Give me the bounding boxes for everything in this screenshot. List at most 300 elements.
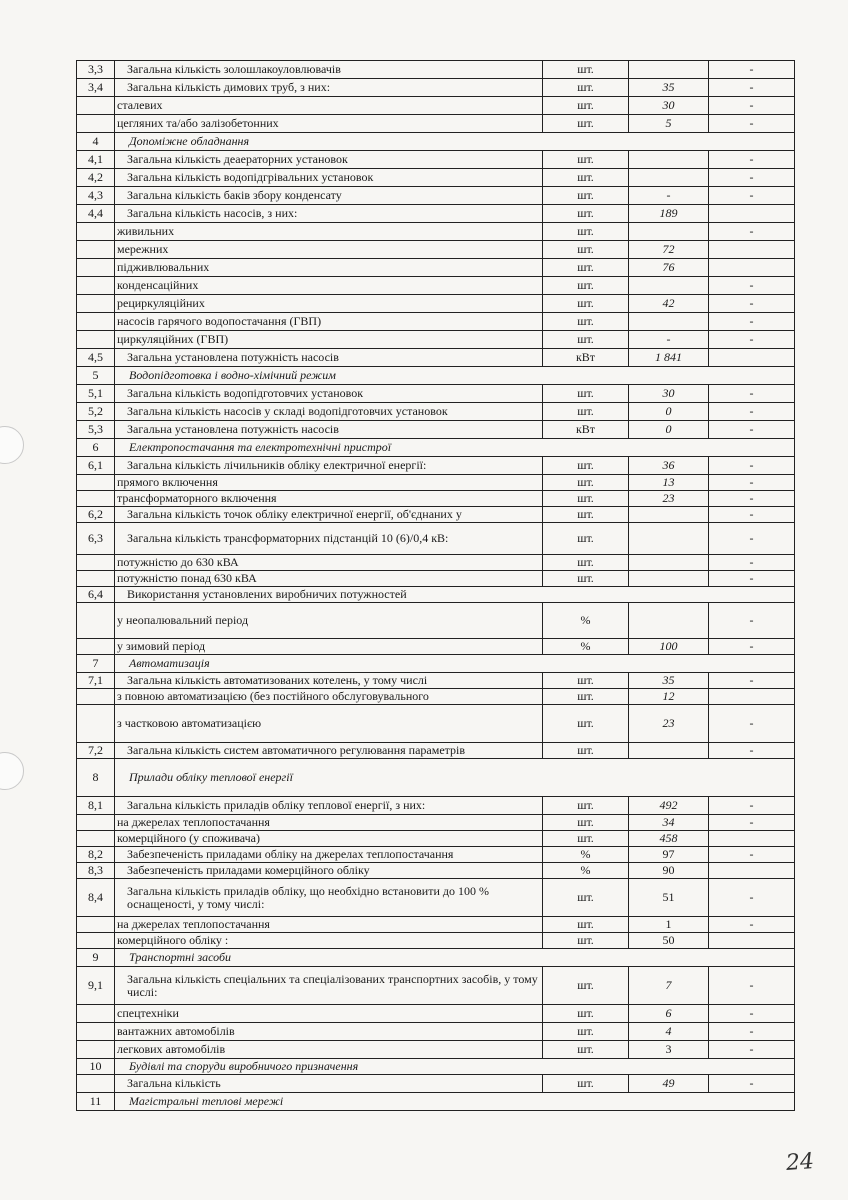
value-cell: 35: [629, 79, 709, 97]
row-number: [77, 223, 115, 241]
value-cell: [629, 61, 709, 79]
row-number: 4,5: [77, 349, 115, 367]
unit-cell: шт.: [543, 295, 629, 313]
value-2-cell: -: [709, 1005, 795, 1023]
value-2-cell: -: [709, 743, 795, 759]
section-title: Магістральні теплові мережі: [115, 1093, 795, 1111]
indicator-label: на джерелах теплопостачання: [115, 815, 543, 831]
value-2-cell: -: [709, 917, 795, 933]
unit-cell: шт.: [543, 831, 629, 847]
indicator-label: Загальна кількість насосів, з них:: [115, 205, 543, 223]
value-2-cell: -: [709, 1075, 795, 1093]
value-2-cell: -: [709, 1041, 795, 1059]
table-row: [77, 863, 795, 879]
section-title: Прилади обліку теплової енергії: [115, 759, 795, 797]
value-cell: 49: [629, 1075, 709, 1093]
unit-cell: %: [543, 847, 629, 863]
value-2-cell: [709, 689, 795, 705]
unit-cell: шт.: [543, 879, 629, 917]
table-row: [77, 689, 795, 705]
value-cell: 0: [629, 403, 709, 421]
unit-cell: шт.: [543, 1023, 629, 1041]
table-row: [77, 421, 795, 439]
table-row: [77, 313, 795, 331]
table-row: [77, 331, 795, 349]
unit-cell: шт.: [543, 313, 629, 331]
table-row: [77, 743, 795, 759]
row-number: 7: [77, 655, 115, 673]
indicator-label: Загальна кількість трансформаторних підстанцій 10 (6)/0,4 кВ:: [115, 523, 543, 555]
row-number: [77, 571, 115, 587]
section-row: [77, 587, 795, 603]
punch-hole-top: [0, 426, 24, 464]
table-row: [77, 169, 795, 187]
value-2-cell: -: [709, 277, 795, 295]
value-2-cell: -: [709, 187, 795, 205]
table-row: [77, 831, 795, 847]
table-row: [77, 555, 795, 571]
unit-cell: шт.: [543, 555, 629, 571]
row-number: [77, 491, 115, 507]
row-number: 4: [77, 133, 115, 151]
value-cell: 4: [629, 1023, 709, 1041]
unit-cell: шт.: [543, 743, 629, 759]
table-row: [77, 349, 795, 367]
indicator-label: Загальна кількість насосів у складі водопідготовчих установок: [115, 403, 543, 421]
indicator-label: Загальна кількість приладів обліку теплової енергії, з них:: [115, 797, 543, 815]
value-cell: 72: [629, 241, 709, 259]
section-title: Допоміжне обладнання: [115, 133, 795, 151]
indicator-label: Загальна кількість автоматизованих котелень, у тому числі: [115, 673, 543, 689]
row-number: [77, 313, 115, 331]
value-cell: 35: [629, 673, 709, 689]
unit-cell: шт.: [543, 169, 629, 187]
section-row: [77, 1093, 795, 1111]
section-row: [77, 439, 795, 457]
unit-cell: шт.: [543, 61, 629, 79]
indicator-label: мережних: [115, 241, 543, 259]
value-2-cell: -: [709, 705, 795, 743]
indicator-label: спецтехніки: [115, 1005, 543, 1023]
unit-cell: шт.: [543, 571, 629, 587]
indicator-label: Загальна кількість спеціальних та спеціалізованих транспортних засобів, у тому числі:: [115, 967, 543, 1005]
value-cell: [629, 507, 709, 523]
indicator-label: у неопалювальний період: [115, 603, 543, 639]
indicator-label: підживлювальних: [115, 259, 543, 277]
value-2-cell: -: [709, 79, 795, 97]
value-2-cell: -: [709, 523, 795, 555]
indicator-label: Загальна кількість водопідгрівальних установок: [115, 169, 543, 187]
table-row: [77, 457, 795, 475]
value-cell: 76: [629, 259, 709, 277]
unit-cell: %: [543, 863, 629, 879]
indicator-label: Забезпеченість приладами обліку на джерелах теплопостачання: [115, 847, 543, 863]
value-cell: 23: [629, 705, 709, 743]
value-cell: 30: [629, 385, 709, 403]
indicator-label: Загальна кількість баків збору конденсату: [115, 187, 543, 205]
row-number: [77, 295, 115, 313]
value-2-cell: [709, 831, 795, 847]
section-row: [77, 1059, 795, 1075]
row-number: [77, 555, 115, 571]
unit-cell: шт.: [543, 115, 629, 133]
table-row: [77, 97, 795, 115]
value-cell: -: [629, 331, 709, 349]
section-row: [77, 133, 795, 151]
value-cell: [629, 223, 709, 241]
indicator-label: конденсаційних: [115, 277, 543, 295]
unit-cell: шт.: [543, 205, 629, 223]
value-cell: 36: [629, 457, 709, 475]
indicator-label: циркуляційних (ГВП): [115, 331, 543, 349]
row-number: 3,3: [77, 61, 115, 79]
row-number: 4,3: [77, 187, 115, 205]
table-row: [77, 1005, 795, 1023]
row-number: [77, 639, 115, 655]
value-cell: 1: [629, 917, 709, 933]
value-cell: [629, 603, 709, 639]
value-cell: 492: [629, 797, 709, 815]
row-number: 8: [77, 759, 115, 797]
row-number: 4,4: [77, 205, 115, 223]
row-number: 8,2: [77, 847, 115, 863]
unit-cell: шт.: [543, 689, 629, 705]
row-number: 4,2: [77, 169, 115, 187]
table-row: [77, 603, 795, 639]
indicator-label: Забезпеченість приладами комерційного обліку: [115, 863, 543, 879]
row-number: 5: [77, 367, 115, 385]
table-row: [77, 403, 795, 421]
value-cell: 7: [629, 967, 709, 1005]
table-row: [77, 705, 795, 743]
unit-cell: кВт: [543, 349, 629, 367]
indicator-label: потужністю понад 630 кВА: [115, 571, 543, 587]
indicator-label: у зимовий період: [115, 639, 543, 655]
indicator-label: Загальна кількість димових труб, з них:: [115, 79, 543, 97]
row-number: [77, 115, 115, 133]
indicator-label: Загальна кількість лічильників обліку електричної енергії:: [115, 457, 543, 475]
table-row: [77, 815, 795, 831]
value-2-cell: -: [709, 151, 795, 169]
value-cell: 100: [629, 639, 709, 655]
indicator-label: живильних: [115, 223, 543, 241]
value-2-cell: -: [709, 879, 795, 917]
unit-cell: шт.: [543, 917, 629, 933]
value-cell: 90: [629, 863, 709, 879]
unit-cell: шт.: [543, 187, 629, 205]
table-row: [77, 673, 795, 689]
row-number: [77, 331, 115, 349]
value-cell: 42: [629, 295, 709, 313]
value-cell: 13: [629, 475, 709, 491]
unit-cell: шт.: [543, 967, 629, 1005]
table-row: [77, 187, 795, 205]
value-2-cell: -: [709, 603, 795, 639]
indicator-label: комерційного обліку :: [115, 933, 543, 949]
value-2-cell: -: [709, 421, 795, 439]
value-2-cell: -: [709, 295, 795, 313]
table-row: [77, 933, 795, 949]
value-2-cell: -: [709, 457, 795, 475]
value-2-cell: -: [709, 571, 795, 587]
unit-cell: шт.: [543, 1041, 629, 1059]
table-row: [77, 967, 795, 1005]
unit-cell: шт.: [543, 97, 629, 115]
value-2-cell: -: [709, 847, 795, 863]
row-number: [77, 705, 115, 743]
indicator-label: прямого включення: [115, 475, 543, 491]
section-row: [77, 655, 795, 673]
row-number: 6,2: [77, 507, 115, 523]
unit-cell: шт.: [543, 385, 629, 403]
unit-cell: шт.: [543, 241, 629, 259]
row-number: [77, 97, 115, 115]
section-title: Електропостачання та електротехнічні пристрої: [115, 439, 795, 457]
table-row: [77, 847, 795, 863]
indicator-label: Загальна установлена потужність насосів: [115, 421, 543, 439]
row-number: 5,2: [77, 403, 115, 421]
row-number: [77, 815, 115, 831]
value-2-cell: -: [709, 115, 795, 133]
indicators-table: [76, 60, 794, 1111]
row-number: 5,1: [77, 385, 115, 403]
row-number: [77, 689, 115, 705]
value-2-cell: -: [709, 169, 795, 187]
table-row: [77, 917, 795, 933]
value-2-cell: -: [709, 475, 795, 491]
table-row: [77, 223, 795, 241]
value-2-cell: -: [709, 555, 795, 571]
unit-cell: шт.: [543, 523, 629, 555]
section-title: Водопідготовка і водно-хімічний режим: [115, 367, 795, 385]
unit-cell: шт.: [543, 1075, 629, 1093]
indicator-label: Загальна кількість систем автоматичного регулювання параметрів: [115, 743, 543, 759]
section-row: [77, 759, 795, 797]
row-number: [77, 1023, 115, 1041]
row-number: [77, 917, 115, 933]
row-number: [77, 603, 115, 639]
section-title: Використання установлених виробничих потужностей: [115, 587, 795, 603]
indicator-label: комерційного (у споживача): [115, 831, 543, 847]
value-cell: 51: [629, 879, 709, 917]
row-number: [77, 1005, 115, 1023]
value-2-cell: [709, 259, 795, 277]
value-2-cell: -: [709, 1023, 795, 1041]
value-cell: [629, 151, 709, 169]
unit-cell: шт.: [543, 403, 629, 421]
table-body: [77, 61, 795, 1111]
table-row: [77, 797, 795, 815]
indicator-label: легкових автомобілів: [115, 1041, 543, 1059]
unit-cell: %: [543, 603, 629, 639]
section-title: Будівлі та споруди виробничого призначення: [115, 1059, 795, 1075]
table-row: [77, 115, 795, 133]
value-2-cell: -: [709, 223, 795, 241]
row-number: [77, 1075, 115, 1093]
indicator-label: сталевих: [115, 97, 543, 115]
indicator-label: на джерелах теплопостачання: [115, 917, 543, 933]
indicator-label: вантажних автомобілів: [115, 1023, 543, 1041]
unit-cell: шт.: [543, 797, 629, 815]
value-2-cell: -: [709, 673, 795, 689]
value-cell: 189: [629, 205, 709, 223]
row-number: 8,3: [77, 863, 115, 879]
value-cell: 458: [629, 831, 709, 847]
indicator-label: рециркуляційних: [115, 295, 543, 313]
unit-cell: шт.: [543, 507, 629, 523]
table-row: [77, 475, 795, 491]
value-2-cell: -: [709, 97, 795, 115]
unit-cell: шт.: [543, 491, 629, 507]
unit-cell: шт.: [543, 933, 629, 949]
table-row: [77, 571, 795, 587]
table-row: [77, 205, 795, 223]
unit-cell: шт.: [543, 705, 629, 743]
table-row: [77, 259, 795, 277]
row-number: 11: [77, 1093, 115, 1111]
value-2-cell: -: [709, 967, 795, 1005]
value-2-cell: [709, 205, 795, 223]
row-number: [77, 475, 115, 491]
indicator-label: Загальна кількість точок обліку електричної енергії, об'єднаних у: [115, 507, 543, 523]
row-number: [77, 1041, 115, 1059]
indicator-label: Загальна кількість водопідготовчих установок: [115, 385, 543, 403]
indicator-label: Загальна кількість: [115, 1075, 543, 1093]
section-title: Автоматизація: [115, 655, 795, 673]
value-2-cell: [709, 863, 795, 879]
value-2-cell: [709, 933, 795, 949]
row-number: 8,4: [77, 879, 115, 917]
indicator-label: цегляних та/або залізобетонних: [115, 115, 543, 133]
value-2-cell: -: [709, 507, 795, 523]
value-cell: [629, 523, 709, 555]
value-cell: 23: [629, 491, 709, 507]
value-cell: 3: [629, 1041, 709, 1059]
unit-cell: шт.: [543, 815, 629, 831]
section-row: [77, 367, 795, 385]
row-number: [77, 933, 115, 949]
indicator-label: насосів гарячого водопостачання (ГВП): [115, 313, 543, 331]
row-number: [77, 259, 115, 277]
indicator-label: Загальна установлена потужність насосів: [115, 349, 543, 367]
indicator-label: з повною автоматизацією (без постійного обслуговувального: [115, 689, 543, 705]
table-row: [77, 523, 795, 555]
row-number: 6: [77, 439, 115, 457]
value-2-cell: -: [709, 61, 795, 79]
row-number: 9,1: [77, 967, 115, 1005]
table-row: [77, 295, 795, 313]
row-number: 3,4: [77, 79, 115, 97]
unit-cell: шт.: [543, 475, 629, 491]
unit-cell: шт.: [543, 223, 629, 241]
unit-cell: %: [543, 639, 629, 655]
value-cell: 34: [629, 815, 709, 831]
value-cell: 50: [629, 933, 709, 949]
indicator-label: трансформаторного включення: [115, 491, 543, 507]
value-cell: [629, 169, 709, 187]
row-number: [77, 241, 115, 259]
value-2-cell: -: [709, 385, 795, 403]
value-cell: -: [629, 187, 709, 205]
row-number: 6,4: [77, 587, 115, 603]
value-2-cell: -: [709, 331, 795, 349]
table-row: [77, 1041, 795, 1059]
value-cell: [629, 571, 709, 587]
table-row: [77, 61, 795, 79]
value-2-cell: -: [709, 815, 795, 831]
table-row: [77, 639, 795, 655]
value-2-cell: -: [709, 403, 795, 421]
row-number: 6,1: [77, 457, 115, 475]
table-row: [77, 151, 795, 169]
value-2-cell: -: [709, 797, 795, 815]
indicator-label: Загальна кількість золошлакоуловлювачів: [115, 61, 543, 79]
value-cell: 30: [629, 97, 709, 115]
table-row: [77, 491, 795, 507]
unit-cell: шт.: [543, 331, 629, 349]
value-cell: 0: [629, 421, 709, 439]
table-row: [77, 79, 795, 97]
indicator-label: з частковою автоматизацією: [115, 705, 543, 743]
row-number: [77, 831, 115, 847]
value-cell: 5: [629, 115, 709, 133]
unit-cell: шт.: [543, 457, 629, 475]
value-cell: 97: [629, 847, 709, 863]
value-cell: 12: [629, 689, 709, 705]
unit-cell: кВт: [543, 421, 629, 439]
page-number: 24: [785, 1149, 815, 1176]
value-cell: [629, 743, 709, 759]
table-row: [77, 507, 795, 523]
row-number: [77, 277, 115, 295]
unit-cell: шт.: [543, 277, 629, 295]
value-cell: 6: [629, 1005, 709, 1023]
unit-cell: шт.: [543, 673, 629, 689]
row-number: 7,2: [77, 743, 115, 759]
table-row: [77, 385, 795, 403]
row-number: 7,1: [77, 673, 115, 689]
table-row: [77, 1023, 795, 1041]
row-number: 10: [77, 1059, 115, 1075]
value-cell: [629, 277, 709, 295]
punch-hole-bottom: [0, 752, 24, 790]
value-2-cell: [709, 349, 795, 367]
table-row: [77, 277, 795, 295]
unit-cell: шт.: [543, 79, 629, 97]
row-number: 5,3: [77, 421, 115, 439]
unit-cell: шт.: [543, 151, 629, 169]
section-row: [77, 949, 795, 967]
indicator-label: Загальна кількість приладів обліку, що необхідно встановити до 100 % оснащеності, у тому числі:: [115, 879, 543, 917]
value-2-cell: -: [709, 313, 795, 331]
section-title: Транспортні засоби: [115, 949, 795, 967]
row-number: 4,1: [77, 151, 115, 169]
table-row: [77, 1075, 795, 1093]
value-cell: 1 841: [629, 349, 709, 367]
value-2-cell: -: [709, 639, 795, 655]
value-cell: [629, 313, 709, 331]
value-cell: [629, 555, 709, 571]
value-2-cell: [709, 241, 795, 259]
table-row: [77, 241, 795, 259]
indicator-label: Загальна кількість деаераторних установок: [115, 151, 543, 169]
value-2-cell: -: [709, 491, 795, 507]
row-number: 6,3: [77, 523, 115, 555]
table-row: [77, 879, 795, 917]
row-number: 8,1: [77, 797, 115, 815]
indicator-label: потужністю до 630 кВА: [115, 555, 543, 571]
row-number: 9: [77, 949, 115, 967]
